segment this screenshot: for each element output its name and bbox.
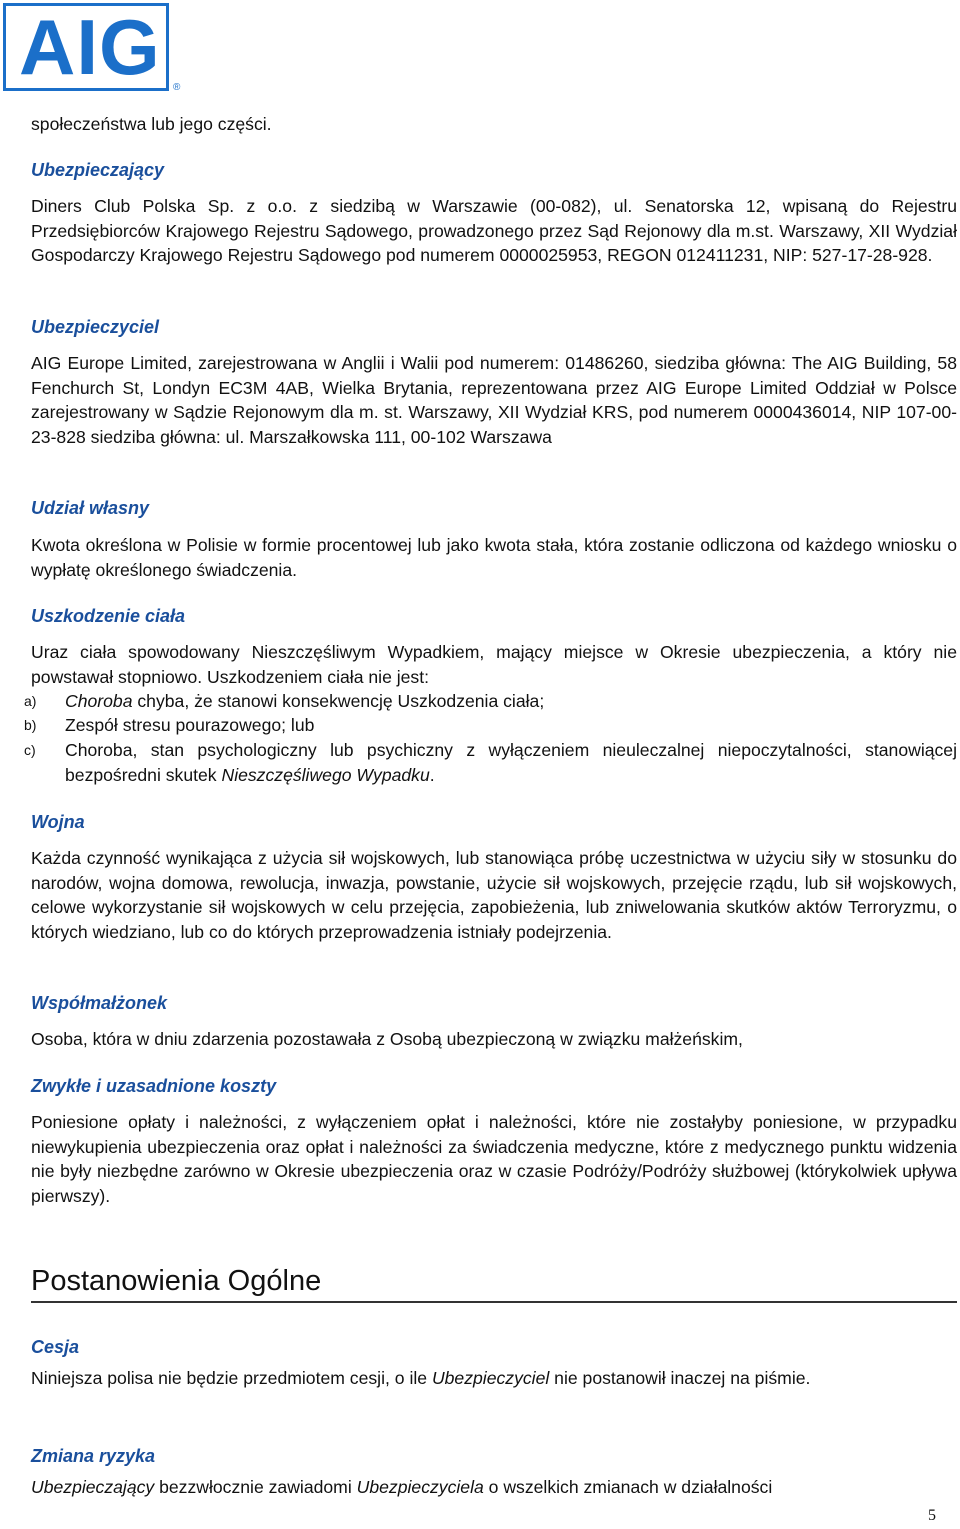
logo-text: AIG [19,3,161,91]
heading-wspolmalzonek: Współmałżonek [31,993,168,1013]
section-title: Postanowienia Ogólne [31,1263,957,1303]
zwykle-koszty-text: Poniesione opłaty i należności, z wyłączeniem opłat i należności, które nie zostałyby poniesione, w przypadku niewykupienia ubezpieczenia oraz opłat i należności za świadczenia medyczne, które z medycznego punktu widzenia nie były niezbędne zarówno w Okresie ubezpieczenia oraz w czasie Podróży/Podróży służbowej (którykolwiek upływa pierwszy). [31,1112,957,1206]
heading-udzial-wlasny: Udział własny [31,498,150,518]
list-marker: c) [24,742,36,758]
uszkodzenie-ciala-text: Uraz ciała spowodowany Nieszczęśliwym Wypadkiem, mający miejsce w Okresie ubezpieczenia, a który nie powstawał stopniowo. Uszkodzeniem ciała nie jest: [31,642,957,687]
aig-logo [3,3,183,95]
list-marker: a) [24,693,37,709]
ubezpieczyciel-text: AIG Europe Limited, zarejestrowana w Anglii i Walii pod numerem: 01486260, siedziba główna: The AIG Building, 58 Fenchurch St, Londyn EC3M 4AB, Wielka Brytania, reprezentowana przez AIG Europe Limited Oddział w Polsce zarejestrowany w Sądzie Rejonowym dla m. st. Warszawy, XII Wydział KRS, pod numerem 0000436014, NIP 107-00-23-828 siedziba główna: ul. Marszałkowska 111, 00-102 Warszawa [31,353,957,447]
heading-zwykle-koszty: Zwykłe i uzasadnione koszty [31,1076,277,1096]
list-marker: b) [24,717,37,733]
registered-mark: ® [173,82,181,93]
page-number: 5 [928,1507,936,1524]
wspolmalzonek-text: Osoba, która w dniu zdarzenia pozostawała z Osobą ubezpieczoną w związku małżeńskim, [31,1029,743,1049]
heading-wojna: Wojna [31,812,85,832]
ubezpieczajacy-text: Diners Club Polska Sp. z o.o. z siedzibą w Warszawie (00-082), ul. Senatorska 12, wpisaną do Rejestru Przedsiębiorców Krajowego Rejestru Sądowego, prowadzonego przez Sąd Rejonowy dla m.st. Warszawy, XII Wydział Gospodarczy Krajowego Rejestru Sądowego pod numerem 0000025953, REGON 012411231, NIP: 527-17-28-928. [31,196,957,265]
heading-ubezpieczajacy: Ubezpieczający [31,160,165,180]
zmiana-ryzyka-text: Ubezpieczający bezzwłocznie zawiadomi Ubezpieczyciela o wszelkich zmianach w działalności [31,1477,773,1497]
udzial-wlasny-text: Kwota określona w Polisie w formie procentowej lub jako kwota stała, która zostanie odliczona od każdego wniosku o wypłatę określonego świadczenia. [31,535,957,580]
heading-ubezpieczyciel: Ubezpieczyciel [31,317,160,337]
wojna-text: Każda czynność wynikająca z użycia sił wojskowych, lub stanowiąca próbę uczestnictwa w użyciu siły w stosunku do narodów, wojna domowa, rewolucja, inwazja, powstanie, użycie sił wojskowych, przejęcie rządu, lub sił wojskowych, celowe wykorzystanie sił wojskowych w celu przejęcia, zapobieżenia, lub zniwelowania skutków aktów Terroryzmu, o których wiedziano, lub co do których przeprowadzenia istniały podejrzenia. [31,848,957,942]
heading-cesja: Cesja [31,1337,80,1357]
cesja-text: Niniejsza polisa nie będzie przedmiotem cesji, o ile Ubezpieczyciel nie postanowił inaczej na piśmie. [31,1368,811,1388]
intro-text: społeczeństwa lub jego części. [31,114,272,134]
heading-uszkodzenie-ciala: Uszkodzenie ciała [31,606,186,626]
heading-zmiana-ryzyka: Zmiana ryzyka [31,1446,156,1466]
